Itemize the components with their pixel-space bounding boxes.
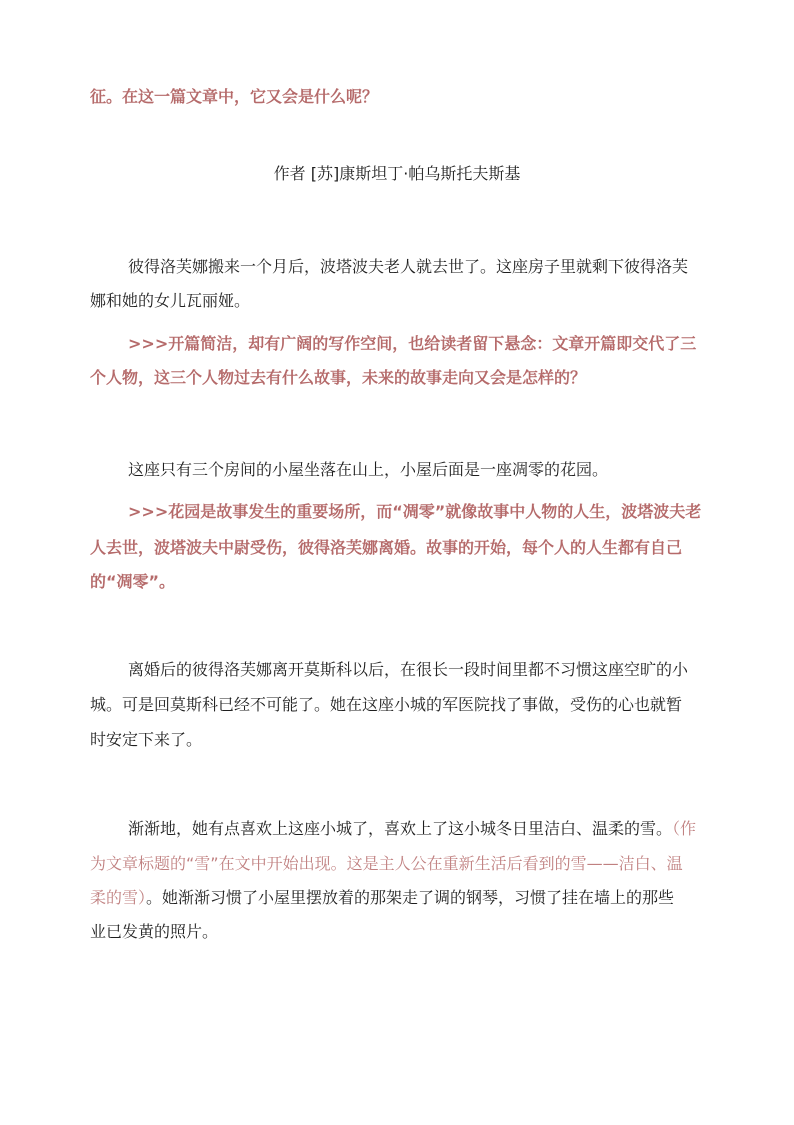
paragraph-4-line-1-note: （作: [672, 819, 697, 838]
annotation-2-line-2: 人去世，波塔波夫中尉受伤，彼得洛芙娜离婚。故事的开始，每个人的人生都有自己: [90, 538, 683, 557]
annotation-2-line-1: >>>花园是故事发生的重要场所，而“凋零”就像故事中人物的人生，波塔波夫老: [128, 502, 702, 521]
paragraph-1-line-1: 彼得洛芙娜搬来一个月后，波塔波夫老人就去世了。这座房子里就剩下彼得洛芙: [128, 257, 689, 276]
paragraph-3-line-2: 城。可是回莫斯科已经不可能了。她在这座小城的军医院找了事做，受伤的心也就暂: [90, 695, 683, 714]
paragraph-2-line-1: 这座只有三个房间的小屋坐落在山上，小屋后面是一座凋零的花园。: [128, 460, 609, 479]
paragraph-4-line-3-note: 柔的雪）: [90, 888, 147, 907]
paragraph-4-line-3: [90, 881, 710, 915]
intro-question-line: 征。在这一篇文章中，它又会是什么呢？: [90, 87, 379, 106]
annotation-1-line-2: 个人物，这三个人物过去有什么故事，未来的故事走向又会是怎样的？: [90, 368, 587, 387]
paragraph-3-line-3: 时安定下来了。: [90, 730, 203, 749]
paragraph-1-line-2: 娜和她的女儿瓦丽娅。: [90, 291, 251, 310]
author-line: 作者 [苏]康斯坦丁·帕乌斯托夫斯基: [273, 164, 521, 183]
annotation-2-line-3: 的“凋零”。: [90, 572, 176, 591]
paragraph-4-line-1-text: 渐渐地，她有点喜欢上这座小城了，喜欢上了这小城冬日里洁白、温柔的雪。: [128, 819, 673, 838]
paragraph-3-line-1: 离婚后的彼得洛芙娜离开莫斯科以后，在很长一段时间里都不习惯这座空旷的小: [128, 660, 689, 679]
paragraph-4-line-1: [128, 812, 748, 846]
annotation-1-line-1: >>>开篇简洁，却有广阔的写作空间，也给读者留下悬念：文章开篇即交代了三: [128, 334, 697, 353]
paragraph-4-line-4: 业已发黄的照片。: [90, 922, 219, 941]
paragraph-4-line-3-text: 。她渐渐习惯了小屋里摆放着的那架走了调的钢琴，习惯了挂在墙上的那些: [146, 888, 675, 907]
paragraph-4-line-2-note: 为文章标题的“雪”在文中开始出现。这是主人公在重新生活后看到的雪——洁白、温: [90, 854, 683, 873]
